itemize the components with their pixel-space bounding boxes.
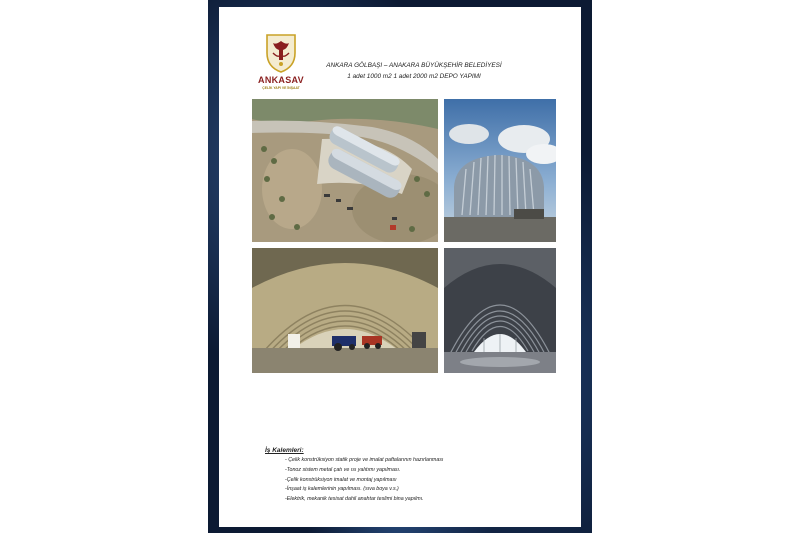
work-items-list (265, 456, 443, 505)
phoenix-emblem-icon (264, 33, 298, 73)
list-item: -Tonoz sistem metal çatı ve ısı yalıtımı yapılması. (285, 466, 401, 473)
list-item: -Çelik konstrüksiyon imalat ve montaj yapılması (285, 476, 397, 483)
list-item: - Çelik konstrüksiyon statik proje ve imalat paftalarının hazırlanması (285, 457, 444, 463)
hangar-interior-vehicles-photo (252, 248, 438, 373)
heading-line-2: 1 adet 1000 m2 1 adet 2000 m2 DEPO YAPIMI (347, 73, 481, 80)
logo-subtitle: ÇELİK YAPI VE İNŞAAT (262, 86, 300, 90)
list-item: -Elektrik, mekanik tesisat dahil anahtar teslimi bina yapılmı. (285, 496, 424, 503)
heading-line-1: ANKARA GÖLBAŞI – ANAKARA BÜYÜKŞEHİR BELEDİYESİ (326, 62, 502, 69)
work-items-section (265, 447, 443, 505)
hangar-exterior-photo (444, 99, 556, 242)
work-items-title: İş Kalemleri: (265, 447, 304, 454)
document-page (219, 7, 581, 527)
hangar-interior-empty-photo (444, 248, 556, 373)
project-heading (309, 60, 519, 82)
logo-name: ANKASAV (258, 75, 304, 85)
company-logo (255, 33, 304, 97)
list-item: -İnşaat iş kalemlerinin yapılması. (sıva boya v.s.) (285, 486, 399, 493)
aerial-site-photo (252, 99, 438, 242)
